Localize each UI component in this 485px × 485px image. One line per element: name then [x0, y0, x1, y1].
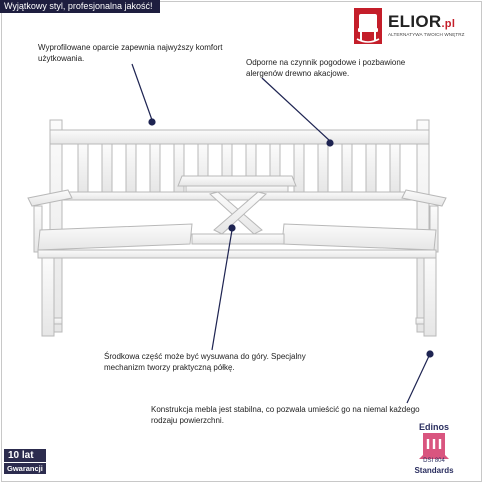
- warranty-label: Gwarancji: [4, 463, 46, 474]
- warranty-years: 10 lat: [4, 449, 46, 462]
- callout-backrest: Wyprofilowane oparcie zapewnia najwyższy komfort użytkowania.: [38, 43, 223, 63]
- tagline: Wyjątkowy styl, profesjonalna jakość!: [0, 0, 160, 13]
- brand-name: ELIOR.pl: [388, 12, 456, 31]
- ribbon-badge-icon: [419, 433, 449, 459]
- certificate-code: DSI 804: [423, 458, 445, 464]
- warranty-badge: [4, 449, 46, 474]
- certificate-name: Edinos: [418, 422, 449, 432]
- certificate-badge: [400, 420, 468, 482]
- brand-subtitle: ALTERNATYWA TWOICH WNĘTRZ: [388, 32, 465, 37]
- callout-middle-table: Środkowa część może być wysuwana do góry. Specjalny mechanizm tworzy praktyczną półkę.: [104, 352, 306, 372]
- certificate-label: Standards: [414, 466, 454, 475]
- callout-stability: Konstrukcja mebla jest stabilna, co pozwala umieścić go na niemal każdego rodzaju powierzchni.: [151, 405, 420, 425]
- callout-wood: Odporne na czynnik pogodowe i pozbawione alergenów drewno akacjowe.: [246, 58, 406, 78]
- brand-domain: .pl: [441, 18, 456, 30]
